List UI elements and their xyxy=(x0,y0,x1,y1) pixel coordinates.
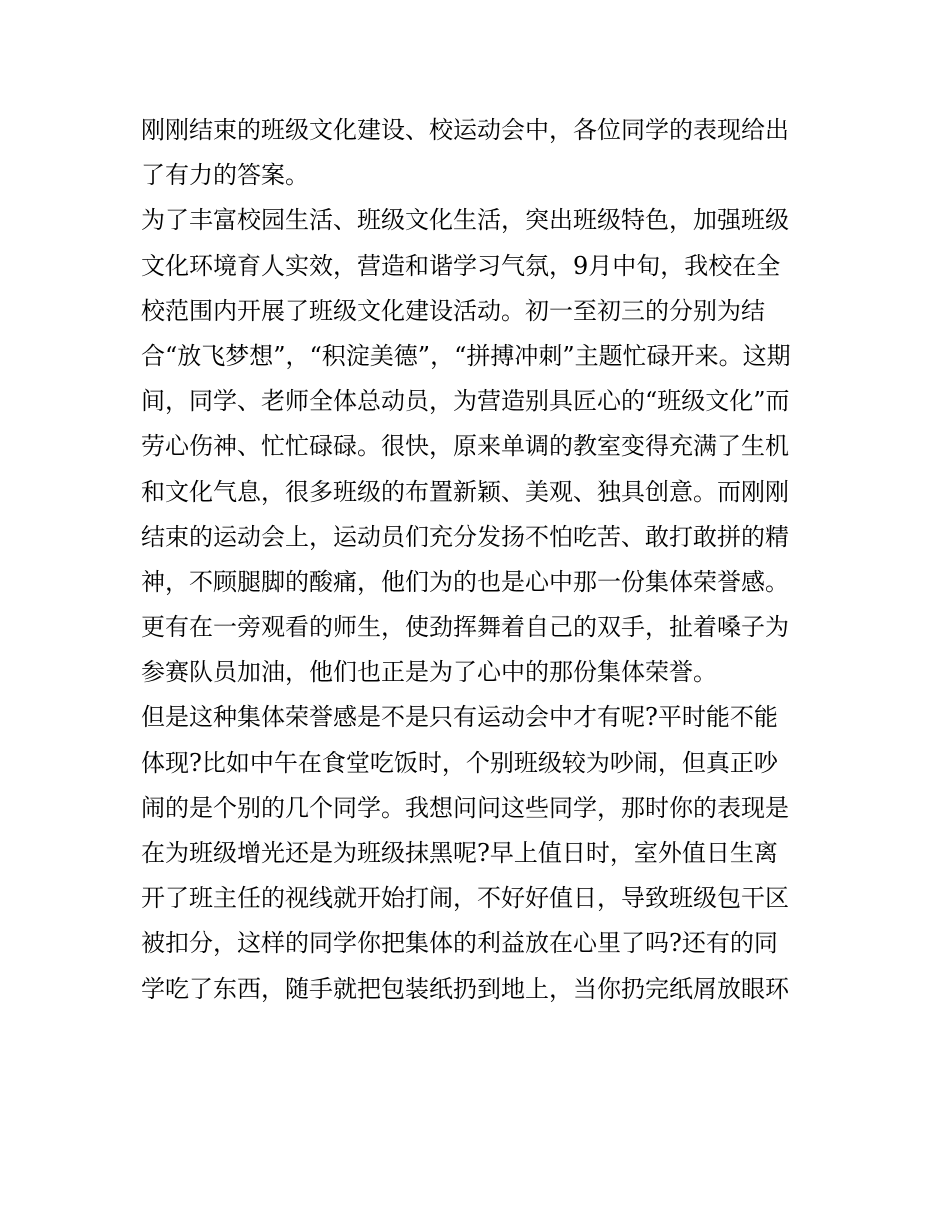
text-line: 文化环境育人实效，营造和谐学习气氛，9月中旬，我校在全 xyxy=(141,251,781,280)
text-line: 参赛队员加油，他们也正是为了心中的那份集体荣誉。 xyxy=(141,658,717,687)
text-line: 但是这种集体荣誉感是不是只有运动会中才有呢?平时能不能 xyxy=(141,703,778,732)
text-line: 在为班级增光还是为班级抹黑呢?早上值日时，室外值日生离 xyxy=(141,839,778,867)
text-line: 闹的是个别的几个同学。我想问问这些同学，那时你的表现是 xyxy=(141,793,789,822)
text-line: 开了班主任的视线就开始打闹，不好好值日，导致班级包干区 xyxy=(141,884,789,913)
text-line: 神，不顾腿脚的酸痛，他们为的也是心中那一份集体荣誉感。 xyxy=(141,567,789,596)
body-text xyxy=(141,108,813,1012)
text-line: 更有在一旁观看的师生，使劲挥舞着自己的双手，扯着嗓子为 xyxy=(141,613,789,642)
text-line: 了有力的答案。 xyxy=(141,161,309,190)
text-line: 结束的运动会上，运动员们充分发扬不怕吃苦、敢打敢拼的精 xyxy=(141,522,789,551)
text-line: 合“放飞梦想”，“积淀美德”，“拼搏冲刺”主题忙碌开来。这期 xyxy=(141,341,791,370)
text-line: 校范围内开展了班级文化建设活动。初一至初三的分别为结 xyxy=(141,296,765,325)
text-line: 被扣分，这样的同学你把集体的利益放在心里了吗?还有的同 xyxy=(141,929,778,958)
text-line: 学吃了东西，随手就把包装纸扔到地上，当你扔完纸屑放眼环 xyxy=(141,974,789,1003)
text-line: 和文化气息，很多班级的布置新颖、美观、独具创意。而刚刚 xyxy=(141,477,789,506)
text-line: 劳心伤神、忙忙碌碌。很快，原来单调的教室变得充满了生机 xyxy=(141,432,789,461)
text-line: 间，同学、老师全体总动员，为营造别具匠心的“班级文化”而 xyxy=(141,387,790,416)
text-line: 为了丰富校园生活、班级文化生活，突出班级特色，加强班级 xyxy=(141,206,789,235)
text-line: 体现?比如中午在食堂吃饭时，个别班级较为吵闹，但真正吵 xyxy=(141,748,778,777)
text-line: 刚刚结束的班级文化建设、校运动会中，各位同学的表现给出 xyxy=(141,116,789,144)
